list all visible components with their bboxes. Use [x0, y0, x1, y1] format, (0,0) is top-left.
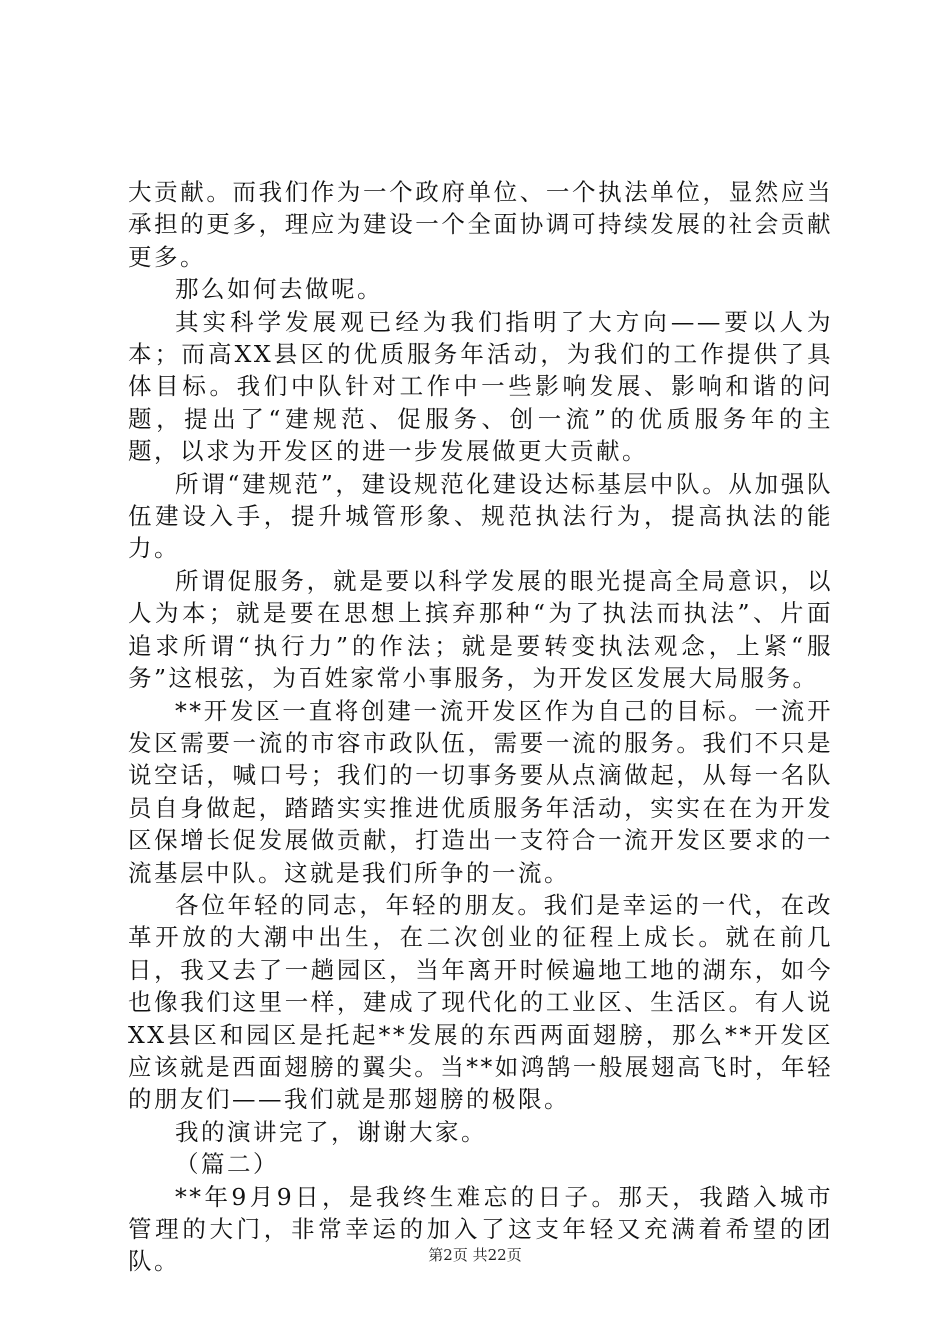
paragraph: 其实科学发展观已经为我们指明了大方向——要以人为本；而高XX县区的优质服务年活动，为我们的工作提供了具体目标。我们中队针对工作中一些影响发展、影响和谐的问题，提出了“建规范、促服务、创一流”的优质服务年的主题，以求为开发区的进一步发展做更大贡献。 — [128, 307, 833, 466]
section-heading: （篇二） — [175, 1150, 279, 1179]
paragraph: 各位年轻的同志，年轻的朋友。我们是幸运的一代，在改革开放的大潮中出生，在二次创业的征程上成长。就在前几日，我又去了一趟园区，当年离开时候遍地工地的湖东，如今也像我们这里一样，建成了现代化的工业区、生活区。有人说XX县区和园区是托起**发展的东西两面翅膀，那么**开发区应该就是西面翅膀的翼尖。当**如鸿鹄一般展翅高飞时，年轻的朋友们——我们就是那翅膀的极限。 — [128, 890, 833, 1114]
document-body — [128, 176, 833, 1278]
paragraph: **年9月9日，是我终生难忘的日子。那天，我踏入城市管理的大门，非常幸运的加入了这支年轻又充满着希望的团队。 — [128, 1182, 833, 1276]
paragraph: 那么如何去做呢。 — [175, 275, 383, 304]
paragraph: 大贡献。而我们作为一个政府单位、一个执法单位，显然应当承担的更多，理应为建设一个全面协调可持续发展的社会贡献更多。 — [128, 178, 833, 271]
paragraph: 我的演讲完了，谢谢大家。 — [175, 1117, 487, 1146]
page-number-footer: 第2页 共22页 — [428, 1246, 522, 1264]
paragraph: **开发区一直将创建一流开发区作为自己的目标。一流开发区需要一流的市容市政队伍，需要一流的服务。我们不只是说空话，喊口号；我们的一切事务要从点滴做起，从每一名队员自身做起，踏踏实实推进优质服务年活动，实实在在为开发区保增长促发展做贡献，打造出一支符合一流开发区要求的一流基层中队。这就是我们所争的一流。 — [128, 696, 833, 887]
paragraph: 所谓促服务，就是要以科学发展的眼光提高全局意识，以人为本；就是要在思想上摈弃那种“为了执法而执法”、片面追求所谓“执行力”的作法；就是要转变执法观念，上紧“服务”这根弦，为百姓家常小事服务，为开发区发展大局服务。 — [128, 566, 833, 693]
paragraph: 所谓“建规范”，建设规范化建设达标基层中队。从加强队伍建设入手，提升城管形象、规范执法行为，提高执法的能力。 — [128, 469, 833, 563]
